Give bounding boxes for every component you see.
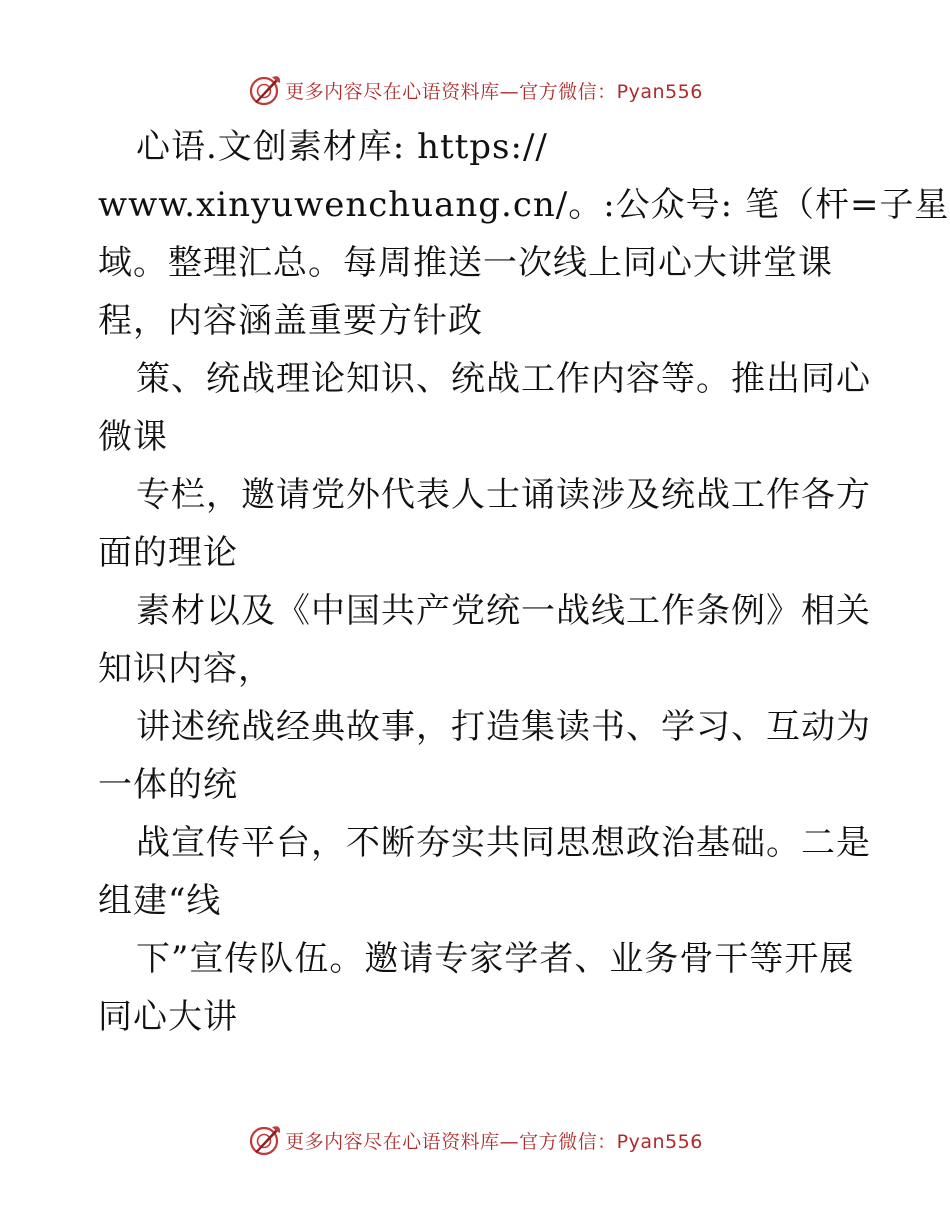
text-line: 下”宣传队伍。邀请专家学者、业务骨干等开展	[136, 939, 855, 979]
text-line: www.xinyuwenchuang.cn/。:公众号: 笔（杆=子星	[98, 185, 950, 225]
footer-banner-text: 更多内容尽在心语资料库—官方微信：Pyan556	[285, 1130, 703, 1153]
text-line: 素材以及《中国共产党统一战线工作条例》相关	[136, 591, 871, 631]
text-line: 程，内容涵盖重要方针政	[98, 301, 483, 341]
text-line: 微课	[98, 417, 168, 457]
text-line: 心语.文创素材库: https://	[136, 127, 548, 167]
text-line: 面的理论	[98, 533, 238, 573]
text-line: 同心大讲	[98, 997, 238, 1037]
header-banner	[0, 70, 950, 110]
text-line: 域。整理汇总。每周推送一次线上同心大讲堂课	[98, 243, 833, 283]
footer-banner	[0, 1120, 950, 1160]
quill-logo-icon	[247, 1122, 283, 1158]
quill-logo-icon	[247, 72, 283, 108]
text-line: 组建“线	[98, 881, 222, 921]
header-banner-text: 更多内容尽在心语资料库—官方微信：Pyan556	[285, 80, 703, 103]
text-line: 一体的统	[98, 765, 238, 805]
text-line: 讲述统战经典故事，打造集读书、学习、互动为	[136, 707, 871, 747]
text-line: 专栏，邀请党外代表人士诵读涉及统战工作各方	[136, 475, 871, 515]
text-line: 策、统战理论知识、统战工作内容等。推出同心	[136, 359, 871, 399]
document-body	[98, 118, 950, 1046]
text-line: 知识内容，	[98, 649, 273, 689]
text-line: 战宣传平台，不断夯实共同思想政治基础。二是	[136, 823, 871, 863]
